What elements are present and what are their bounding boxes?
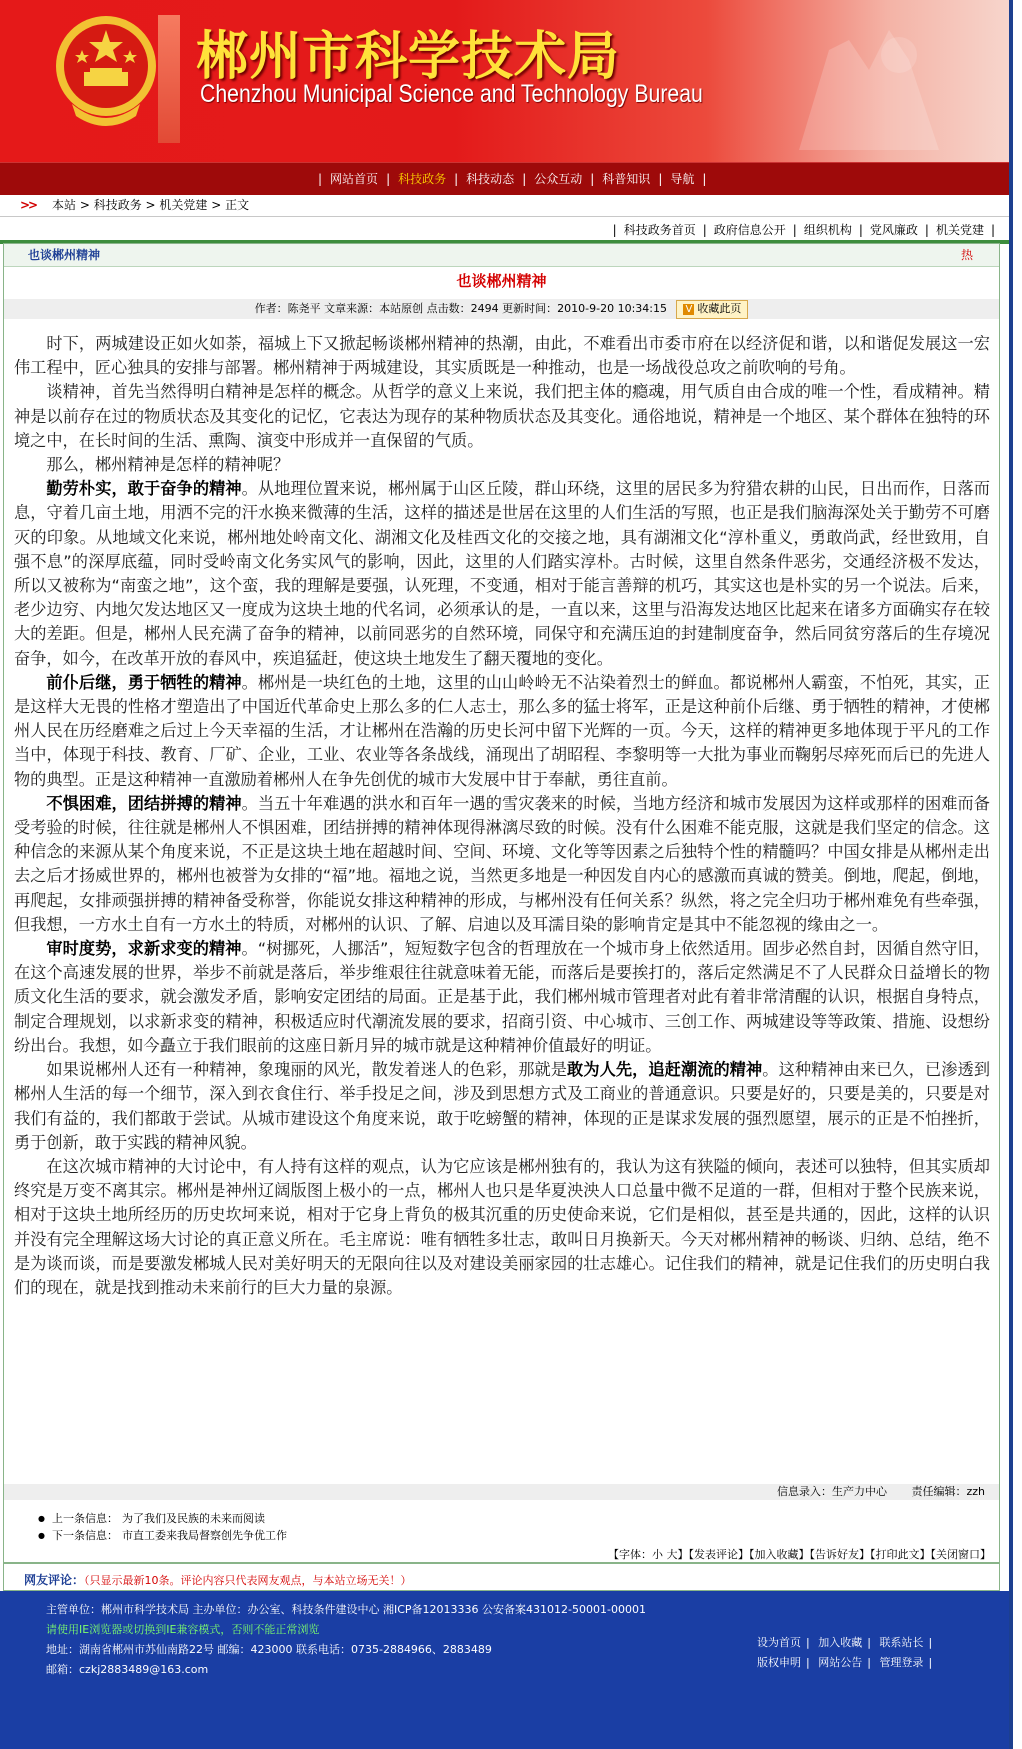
editor-label: 责任编辑：	[911, 1485, 967, 1498]
nav-separator: |	[454, 172, 459, 186]
site-title-english: Chenzhou Municipal Science and Technology Bureau	[200, 80, 703, 108]
footer-organizer: 主管单位：郴州市科学技术局 主办单位：办公室、科技条件建设中心 湘ICP备12013336 公安备案431012-50001-00001	[46, 1603, 646, 1616]
updated-time: 2010-9-20 10:34:15	[557, 302, 667, 315]
comments-label: 网友评论：	[24, 1573, 85, 1587]
paragraph-heading: 前仆后继，勇于牺牲的精神	[46, 672, 242, 692]
subnav-item-integrity[interactable]: 党风廉政	[869, 223, 918, 237]
site-banner	[0, 0, 1009, 162]
entry-label: 信息录入：	[776, 1485, 832, 1498]
next-article-link[interactable]: 市直工委来我局督察创先争优工作	[122, 1529, 287, 1542]
breadcrumb: >> 本站 > 科技政务 > 机关党建 > 正文	[0, 194, 1009, 217]
clicks-label: 点击数：	[426, 302, 471, 315]
prev-article-link[interactable]: 为了我们及民族的未来而阅读	[122, 1512, 265, 1525]
click-count: 2494	[470, 302, 499, 315]
next-article	[38, 1527, 287, 1544]
hot-badge: 热	[960, 248, 973, 262]
nav-item-science[interactable]: 科普知识	[602, 172, 651, 186]
article-paragraph	[14, 671, 990, 792]
nav-item-home[interactable]: 网站首页	[330, 172, 379, 186]
article-box-title: 也谈郴州精神	[28, 248, 101, 262]
editor-person: zzh	[966, 1485, 985, 1498]
divider	[4, 1562, 999, 1564]
editor-info	[4, 1484, 999, 1500]
footer-link-announcement[interactable]: 网站公告	[818, 1656, 863, 1669]
nav-item-guide[interactable]: 导航	[670, 172, 695, 186]
paragraph-text: 。这种精神由来已久，已渗透到郴州人生活的每一个细节，深入到衣食住行、举手投足之间，涉及到思想方式及工商业的普通意识。只要是好的，只要是美的，只要是对我们有益的，我们都敢于尝试。从城市建设这个角度来说，敢于吃螃蟹的精神，体现的正是谋求发展的强烈愿望，展示的正是不怕挫折，勇于创新，敢于实践的精神风貌。	[14, 1060, 991, 1152]
next-label: 下一条信息：	[52, 1529, 118, 1542]
article-meta	[4, 299, 999, 319]
main-nav	[0, 162, 1009, 195]
article-paragraph	[14, 1058, 990, 1155]
favorite-icon: V	[685, 303, 693, 315]
subnav-separator: |	[858, 223, 863, 237]
footer-link-copyright[interactable]: 版权申明	[757, 1656, 801, 1669]
subnav-separator: |	[990, 223, 995, 237]
article-paragraph	[14, 792, 990, 937]
subnav-separator: |	[924, 223, 929, 237]
paragraph-text: 。郴州是一块红色的土地，这里的山山岭岭无不沾染着烈士的鲜血。都说郴州人霸蛮，不怕死，其实，正是这样大无畏的性格才塑造出了中国近代革命史上那么多的仁人志士，那么多的猛士将军，正是这种前仆后继、勇于牺牲的精神，才使郴州人民在历经磨难之后过上今天幸福的生活，才让郴州在浩瀚的历史长河中留下光辉的一页。今天，这样的精神更多地体现于平凡的工作当中，体现于科技、教育、厂矿、企业，工业、农业等各条战线，涌现出了胡昭程、李黎明等一大批为事业而鞠躬尽瘁死而后已的先进人物的典型。正是这种精神一直激励着郴州人在争先创优的城市大发展中甘于奉献，勇往直前。	[14, 672, 990, 789]
article-body	[14, 332, 990, 1300]
sub-nav	[0, 220, 1009, 240]
nav-item-news[interactable]: 科技动态	[466, 172, 515, 186]
paragraph-heading: 敢为人先，追赶潮流的精神	[567, 1060, 763, 1080]
footer-email: 邮箱：czkj2883489@163.com	[46, 1663, 209, 1676]
article-title: 也谈郴州精神	[456, 272, 547, 290]
article-paragraph	[14, 937, 990, 1058]
nav-item-affairs[interactable]: 科技政务	[398, 172, 447, 186]
comments-header	[24, 1571, 412, 1588]
national-emblem-icon	[52, 12, 160, 130]
paragraph-text: 如果说郴州人还有一种精神，象瑰丽的风光，散发着迷人的色彩，那就是	[46, 1060, 568, 1080]
article-paragraph	[14, 477, 990, 671]
footer-separator: |	[806, 1656, 810, 1669]
comments-notice: （只显示最新10条。评论内容只代表网友观点，与本站立场无关！）	[84, 1574, 412, 1587]
breadcrumb-item-current: 正文	[225, 198, 250, 212]
double-chevron-right-icon: >>	[20, 198, 37, 212]
nav-separator: |	[318, 172, 323, 186]
article-paragraph: 在这次城市精神的大讨论中，有人持有这样的观点，认为它应该是郴州独有的，我认为这有狭隘的倾向，表述可以独特，但其实质却终究是万变不离其宗。郴州是神州辽阔版图上极小的一点，郴州人也只是华夏泱泱人口总量中微不足道的一群，但相对于整个民族来说，相对于这块土地所经历的历史坎坷来说，相对于它身上背负的极其沉重的历史使命来说，它们是相似，甚至是共通的，因此，这样的认识并没有完全理解这场大讨论的真正意义所在。毛主席说：唯有牺牲多壮志，敢叫日月换新天。今天对郴州精神的畅谈、归纳、总结，绝不是为谈而谈，而是要激发郴城人民对美好明天的无限向往以及对建设美丽家园的壮志雄心。记住我们的精神，就是记住我们的历史明白我们的现在，就是找到推动未来前行的巨大力量的泉源。	[14, 1156, 990, 1297]
nav-separator: |	[386, 172, 391, 186]
subnav-item-gov-info[interactable]: 政府信息公开	[713, 223, 786, 237]
article-paragraph: 那么，郴州精神是怎样的精神呢？	[46, 455, 290, 475]
footer-address: 地址：湖南省郴州市苏仙南路22号 邮编：423000 联系电话：0735-2884966、2883489	[46, 1643, 492, 1656]
author-label: 作者：	[254, 302, 288, 315]
source-label: 文章来源：	[324, 302, 380, 315]
paragraph-heading: 审时度势，求新求变的精神	[46, 939, 242, 959]
author: 陈尧平	[287, 302, 321, 315]
updated-label: 更新时间：	[502, 302, 558, 315]
prev-label: 上一条信息：	[52, 1512, 118, 1525]
nav-separator: |	[590, 172, 595, 186]
paragraph-text: 。从地理位置来说，郴州属于山区丘陵，群山环绕，这里的居民多为狩猎农耕的山民，日出而作，日落而息，守着几亩土地，用洒不完的汗水换来微薄的生活，这样的描述是世居在这里的人们生活的写照，也正是我们脑海深处关于勤劳不可磨灭的印象。从地域文化来说，郴州地处岭南文化、湖湘文化及桂西文化的交接之地，具有湖湘文化“淳朴重义，勇敢尚武，经世致用，自强不息”的深厚底蕴，同时受岭南文化务实风气的影响，因此，这里的人们踏实淳朴。古时候，这里自然条件恶劣，交通经济极不发达，所以又被称为“南蛮之地”，这个蛮，我的理解是要强，认死理，不变通，相对于能言善辩的机巧，其实这也是朴实的另一个说法。后来，老少边穷、内地欠发达地区又一度成为这块土地的代名词，必须承认的是，一直以来，这里与沿海发达地区比起来在诸多方面确实存在较大的差距。但是，郴州人民充满了奋争的精神，以前同恶劣的自然环境，同保守和充满压迫的封建制度奋争，然后同贫穷落后的生存境况奋争，如今，在改革开放的春风中，疾追猛赶，使这块土地发生了翻天覆地的变化。	[14, 479, 990, 668]
paragraph-text: 。“树挪死，人挪活”，短短数字包含的哲理放在一个城市身上依然适用。固步必然自封，因循自然守旧，在这个高速发展的世界，举步不前就是落后，举步维艰往往就意味着无能，而落后是要挨打的，落后定然满足不了人民群众日益增长的物质文化生活的要求，就会激发矛盾，影响安定团结的局面。正是基于此，我们郴州城市管理者对此有着非常清醒的认识，根据自身特点，制定合理规划，以求新求变的精神，积极适应时代潮流发展的要求，招商引资、中心城市、三创工作、两城建设等等政策、措施、设想纷纷出台。我想，如今矗立于我们眼前的这座日新月异的城市就是这种精神价值最好的明证。	[14, 939, 990, 1055]
monument-decoration-icon	[759, 10, 969, 150]
prev-article	[38, 1510, 287, 1527]
favorite-label: 收藏此页	[697, 301, 742, 315]
entry-person: 生产力中心	[831, 1485, 887, 1498]
article-tools[interactable]: 【字体：小 大】【发表评论】【加入收藏】【告诉好友】【打印此文】【关闭窗口】	[608, 1548, 991, 1561]
breadcrumb-item-party[interactable]: 机关党建	[159, 198, 208, 212]
subnav-separator: |	[612, 223, 617, 237]
footer-link-add-favorite[interactable]: 加入收藏	[818, 1636, 863, 1649]
footer-link-contact[interactable]: 联系站长	[879, 1636, 924, 1649]
paragraph-heading: 不惧困难，团结拼搏的精神	[46, 793, 242, 813]
subnav-item-organization[interactable]: 组织机构	[803, 223, 852, 237]
article-paragraph: 谈精神，首先当然得明白精神是怎样的概念。从哲学的意义上来说，我们把主体的瘾魂，用气质自由合成的唯一个性，看成精神。精神是以前存在过的物质状态及其变化的记忆，它表达为现存的某种物质状态及其变化。通俗地说，精神是一个地区、某个群体在独特的环境之中，在长时间的生活、熏陶、演变中形成并一直保留的气质。	[14, 382, 990, 450]
breadcrumb-item-site[interactable]: 本站	[52, 198, 77, 212]
nav-separator: |	[658, 172, 663, 186]
favorite-button[interactable]	[676, 300, 748, 319]
site-title: 郴州市科学技术局	[196, 27, 621, 87]
footer-separator: |	[928, 1636, 933, 1649]
article-box	[3, 243, 1000, 1591]
footer-link-admin-login[interactable]: 管理登录	[879, 1656, 924, 1669]
site-footer	[0, 1591, 1009, 1749]
nav-item-interaction[interactable]: 公众互动	[534, 172, 583, 186]
paragraph-heading: 勤劳朴实，敢于奋争的精神	[46, 479, 242, 499]
breadcrumb-item-affairs[interactable]: 科技政务	[93, 198, 142, 212]
footer-separator: |	[867, 1636, 871, 1649]
subnav-separator: |	[792, 223, 797, 237]
nav-separator: |	[522, 172, 527, 186]
subnav-separator: |	[702, 223, 707, 237]
article-box-header	[4, 244, 999, 267]
subnav-item-affairs-home[interactable]: 科技政务首页	[623, 223, 696, 237]
footer-separator: |	[867, 1656, 871, 1669]
article-paragraph: 时下，两城建设正如火如荼，福城上下又掀起畅谈郴州精神的热潮，由此，不难看出市委市府在以经济促和谐，以和谐促发展这一宏伟工程中，匠心独具的安排与部署。郴州精神于两城建设，其实质既是一种推动，也是一场战役总攻之前吹响的号角。	[14, 334, 990, 378]
source: 本站原创	[379, 302, 424, 315]
banner-stripe	[158, 15, 180, 143]
footer-separator: |	[928, 1656, 933, 1669]
footer-browser-warning: 请使用IE浏览器或切换到IE兼容模式，否则不能正常浏览	[46, 1623, 320, 1636]
adjacent-links	[38, 1510, 287, 1544]
nav-separator: |	[702, 172, 707, 186]
footer-separator: |	[806, 1636, 810, 1649]
paragraph-text: 。当五十年难遇的洪水和百年一遇的雪灾袭来的时候，当地方经济和城市发展因为这样或那样的困难而备受考验的时候，往往就是郴州人不惧困难，团结拼搏的精神体现得淋漓尽致的时候。没有什么困难不能克服，这就是我们坚定的信念。这种信念的来源从某个角度来说，不正是这块土地在超越时间、空间、环境、文化等等因素之后独特个性的精髓吗？中国女排是从郴州走出去之后才扬威世界的，郴州也被誉为女排的“福”地。福地之说，当然更多地是一种因发自内心的感激而真诚的赞美。倒地，爬起，倒地，再爬起，女排顽强拼搏的精神备受称誉，你能说女排这种精神的形成，与郴州没有任何关系？纵然，将之完全归功于郴州难免有些牵强，但我想，一方水土自有一方水土的特质，对郴州的认识、了解、启迪以及耳濡目染的影响肯定是其中不能忽视的缘由之一。	[14, 793, 990, 934]
footer-link-set-home[interactable]: 设为首页	[757, 1636, 801, 1649]
subnav-item-party[interactable]: 机关党建	[935, 223, 984, 237]
